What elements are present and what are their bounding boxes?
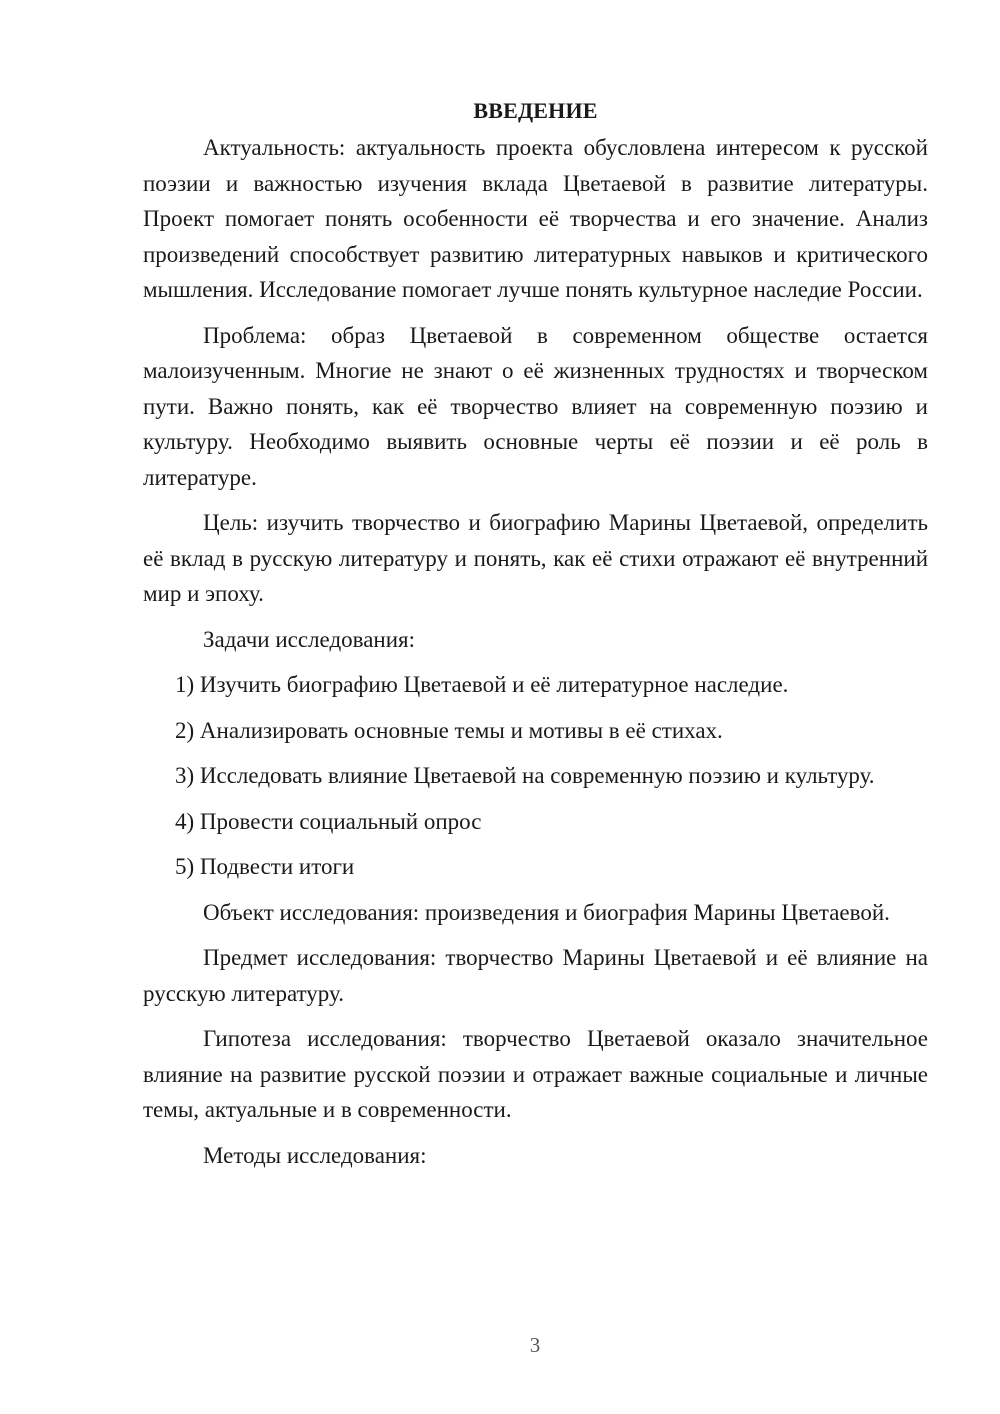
task-item-4: 4) Провести социальный опрос <box>175 808 482 834</box>
task-item-5: 5) Подвести итоги <box>175 854 355 879</box>
tasks-heading: Задачи исследования: <box>203 626 416 652</box>
goal-paragraph: Цель: изучить творчество и биографию Марины Цветаевой, определить её вклад в русскую литературу и понять, как её стихи отражают её внутренний мир и эпоху. <box>143 510 928 606</box>
relevance-paragraph: Актуальность: актуальность проекта обусловлена интересом к русской поэзии и важностью изучения вклада Цветаевой в развитие литературы. Проект помогает понять особенности её творчества и его значение. Анализ произведений способствует развитию литературных навыков и критического мышления. Исследование помогает лучше понять культурное наследие России. <box>143 135 928 302</box>
task-item-3: 3) Исследовать влияние Цветаевой на современную поэзию и культуру. <box>175 763 875 788</box>
methods-heading: Методы исследования: <box>203 1142 427 1168</box>
task-item-1: 1) Изучить биографию Цветаевой и её литературное наследие. <box>175 672 789 697</box>
subject-paragraph: Предмет исследования: творчество Марины Цветаевой и её влияние на русскую литературу. <box>143 945 928 1006</box>
hypothesis-paragraph: Гипотеза исследования: творчество Цветаевой оказало значительное влияние на развитие русской поэзии и отражает важные социальные и личные темы, актуальные и в современности. <box>143 1026 928 1122</box>
page-content <box>143 94 928 1183</box>
problem-paragraph: Проблема: образ Цветаевой в современном обществе остается малоизученным. Многие не знают о её жизненных трудностях и творческом пути. Важно понять, как её творчество влияет на современную поэзию и культуру. Необходимо выявить основные черты её поэзии и её роль в литературе. <box>143 322 928 490</box>
object-paragraph: Объект исследования: произведения и биография Марины Цветаевой. <box>203 899 890 925</box>
page-number: 3 <box>529 1333 541 1357</box>
section-title: ВВЕДЕНИЕ <box>473 98 598 123</box>
task-item-2: 2) Анализировать основные темы и мотивы в её стихах. <box>175 717 723 743</box>
